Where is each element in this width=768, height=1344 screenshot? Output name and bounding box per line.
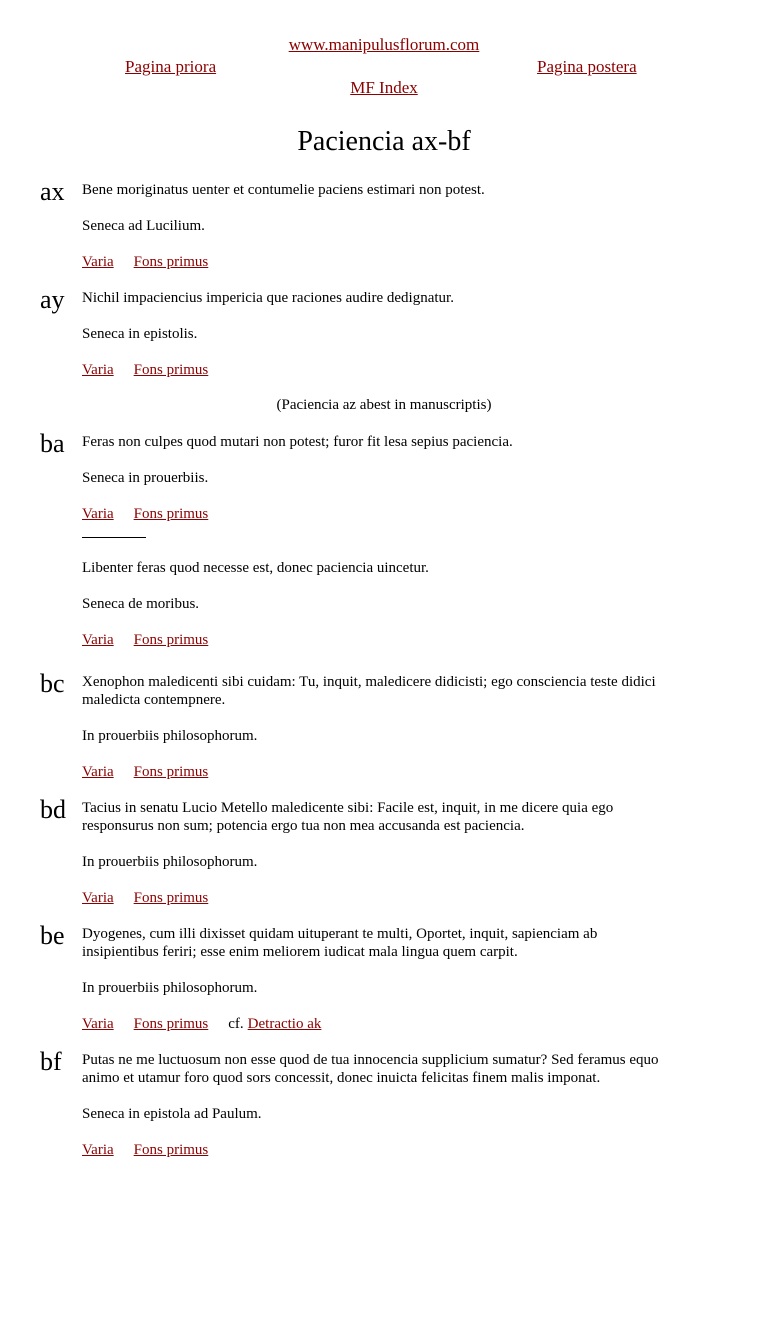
separator-line (82, 537, 146, 538)
varia-link[interactable]: Varia (82, 632, 114, 648)
entry-links (82, 889, 228, 907)
entry-links (82, 505, 228, 523)
varia-link[interactable]: Varia (82, 362, 114, 378)
entry-source: In prouerbiis philosophorum. (82, 980, 258, 996)
fons-primus-link[interactable]: Fons primus (133, 1142, 209, 1158)
varia-link[interactable]: Varia (82, 764, 114, 780)
fons-primus-link[interactable]: Fons primus (133, 506, 209, 522)
absent-note: (Paciencia az abest in manuscriptis) (276, 397, 492, 413)
entry-text: Putas ne me luctuosum non esse quod de tua innocencia supplicium sumatur? Sed feramus equo animo et utamur foro quod sors concessit, donec inuicta felicitas finem malis imponat. (82, 1052, 659, 1086)
entry-links (82, 763, 228, 781)
entry-links (82, 1141, 228, 1159)
entry-source: Seneca in epistolis. (82, 326, 198, 342)
entry-text: Xenophon maledicenti sibi cuidam: Tu, inquit, maledicere didicisti; ego consciencia teste didici maledicta contempnere. (82, 674, 656, 708)
entry-text: Bene moriginatus uenter et contumelie paciens estimari non potest. (82, 182, 485, 198)
varia-link[interactable]: Varia (82, 506, 114, 522)
entry-links (82, 253, 228, 271)
fons-primus-link[interactable]: Fons primus (133, 764, 209, 780)
entry-source: Seneca in epistola ad Paulum. (82, 1106, 262, 1122)
varia-link[interactable]: Varia (82, 1016, 114, 1032)
entry-source: Seneca ad Lucilium. (82, 218, 205, 234)
entry-label: be (40, 921, 65, 950)
fons-primus-link[interactable]: Fons primus (133, 890, 209, 906)
entry-source: In prouerbiis philosophorum. (82, 728, 258, 744)
entry-label: ba (40, 429, 65, 458)
cf-prefix: cf. (228, 1016, 244, 1032)
next-page-link[interactable]: Pagina postera (537, 57, 637, 76)
fons-primus-link[interactable]: Fons primus (133, 632, 209, 648)
entry-label: bc (40, 669, 65, 698)
entry-label: ax (40, 177, 65, 206)
cross-reference-link[interactable]: Detractio ak (247, 1016, 322, 1032)
entry-text: Feras non culpes quod mutari non potest; furor fit lesa sepius paciencia. (82, 434, 513, 450)
entry-source: In prouerbiis philosophorum. (82, 854, 258, 870)
index-link[interactable]: MF Index (350, 78, 418, 97)
entry-text: Tacius in senatu Lucio Metello maledicente sibi: Facile est, inquit, in me dicere quia ego responsurus non sum; potencia ergo tua non mea accusanda est paciencia. (82, 800, 614, 834)
page-title: Paciencia ax-bf (297, 126, 471, 157)
entry-text: Libenter feras quod necesse est, donec paciencia uincetur. (82, 560, 429, 576)
varia-link[interactable]: Varia (82, 254, 114, 270)
fons-primus-link[interactable]: Fons primus (133, 1016, 209, 1032)
previous-page-link[interactable]: Pagina priora (125, 57, 217, 76)
entry-source: Seneca de moribus. (82, 596, 200, 612)
fons-primus-link[interactable]: Fons primus (133, 362, 209, 378)
entry-text: Dyogenes, cum illi dixisset quidam uituperant te multi, Oportet, inquit, sapienciam ab insipientibus feriri; esse enim meliorem iudicat mala lingua quem carpit. (82, 926, 598, 960)
entry-links (82, 631, 228, 649)
entry-label: bd (40, 795, 66, 824)
site-link[interactable]: www.manipulusflorum.com (288, 35, 480, 54)
entry-label: bf (40, 1047, 62, 1076)
varia-link[interactable]: Varia (82, 890, 114, 906)
entry-links (82, 1015, 341, 1033)
fons-primus-link[interactable]: Fons primus (133, 254, 209, 270)
entry-links (82, 361, 228, 379)
entry-label: ay (40, 285, 65, 314)
entry-text: Nichil impaciencius impericia que raciones audire dedignatur. (82, 290, 454, 306)
entry-source: Seneca in prouerbiis. (82, 470, 209, 486)
varia-link[interactable]: Varia (82, 1142, 114, 1158)
